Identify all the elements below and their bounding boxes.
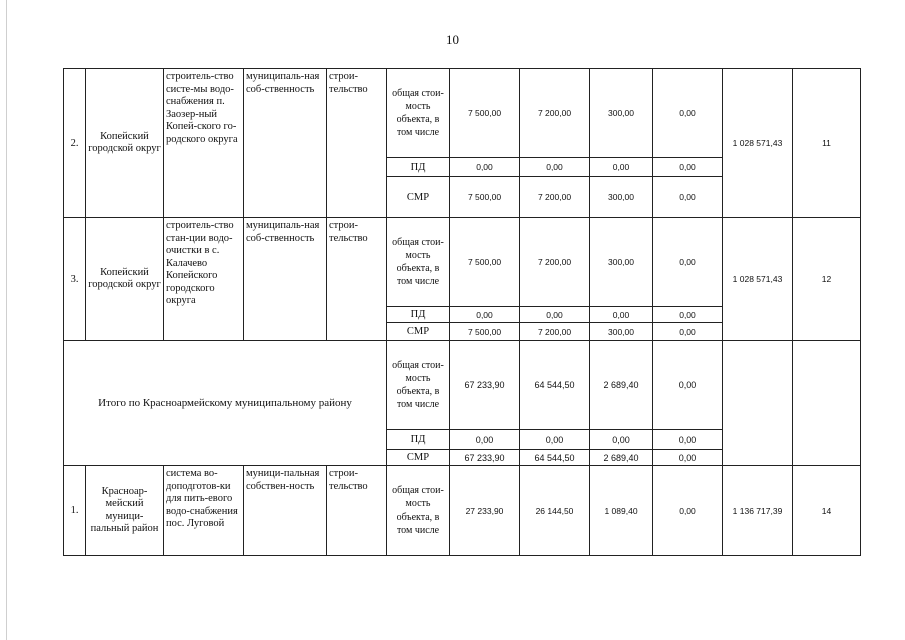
work-type-cell: строи-тельство — [327, 466, 387, 556]
value-local: 0,00 — [653, 341, 723, 430]
value-federal: 0,00 — [520, 307, 590, 323]
ownership-cell: муниципаль-ная соб-ственность — [244, 69, 327, 218]
value-regional: 300,00 — [590, 323, 653, 341]
object-name-cell: строитель-ство систе-мы водо-снабжения п. Заозер-ный Копей-ского го-родского округа — [164, 69, 244, 218]
value-local: 0,00 — [653, 450, 723, 466]
page-number: 10 — [446, 32, 459, 47]
value-federal: 7 200,00 — [520, 218, 590, 307]
indicator-label: общая стои-мость объекта, в том числе — [387, 466, 450, 556]
code-cell: 12 — [793, 218, 861, 341]
indicator-label: общая стои-мость объекта, в том числе — [387, 218, 450, 307]
row-number: 3. — [64, 218, 86, 341]
value-total: 67 233,90 — [450, 341, 520, 430]
value-local: 0,00 — [653, 177, 723, 218]
value-total: 7 500,00 — [450, 177, 520, 218]
table-row — [64, 69, 861, 158]
value-federal: 7 200,00 — [520, 323, 590, 341]
value-regional: 300,00 — [590, 177, 653, 218]
indicator-label: ПД — [387, 307, 450, 323]
value-federal: 7 200,00 — [520, 177, 590, 218]
code-cell: 11 — [793, 69, 861, 218]
value-regional: 0,00 — [590, 430, 653, 450]
value-local: 0,00 — [653, 307, 723, 323]
municipality-cell: Копейский городской округ — [86, 69, 164, 218]
value-local: 0,00 — [653, 158, 723, 177]
value-regional: 300,00 — [590, 69, 653, 158]
value-total: 0,00 — [450, 158, 520, 177]
value-local: 0,00 — [653, 430, 723, 450]
value-federal: 64 544,50 — [520, 341, 590, 430]
amount-cell: 1 136 717,39 — [723, 466, 793, 556]
indicator-label: СМР — [387, 323, 450, 341]
value-federal: 64 544,50 — [520, 450, 590, 466]
amount-cell: 1 028 571,43 — [723, 218, 793, 341]
indicator-label: общая стои-мость объекта, в том числе — [387, 341, 450, 430]
code-cell: 14 — [793, 466, 861, 556]
municipality-cell: Копейский городской округ — [86, 218, 164, 341]
indicator-label: СМР — [387, 177, 450, 218]
value-federal: 26 144,50 — [520, 466, 590, 556]
value-local: 0,00 — [653, 323, 723, 341]
value-total: 7 500,00 — [450, 69, 520, 158]
row-number: 2. — [64, 69, 86, 218]
empty-code-cell — [793, 341, 861, 466]
work-type-cell: строи-тельство — [327, 69, 387, 218]
object-name-cell: система во-доподготов-ки для пить-евого водо-снабжения пос. Луговой — [164, 466, 244, 556]
total-row — [64, 341, 861, 430]
indicator-label: ПД — [387, 430, 450, 450]
empty-amount-cell — [723, 341, 793, 466]
municipality-cell: Красноар-мейский муници-пальный район — [86, 466, 164, 556]
value-total: 67 233,90 — [450, 450, 520, 466]
ownership-cell: муниципаль-ная соб-ственность — [244, 218, 327, 341]
value-regional: 2 689,40 — [590, 450, 653, 466]
value-total: 7 500,00 — [450, 218, 520, 307]
value-regional: 1 089,40 — [590, 466, 653, 556]
ownership-cell: муници-пальная собствен-ность — [244, 466, 327, 556]
value-total: 0,00 — [450, 307, 520, 323]
value-total: 27 233,90 — [450, 466, 520, 556]
total-label: Итого по Красноармейскому муниципальному району — [64, 341, 387, 466]
value-local: 0,00 — [653, 218, 723, 307]
table-row — [64, 466, 861, 556]
value-regional: 0,00 — [590, 307, 653, 323]
objects-table — [63, 68, 861, 556]
value-total: 7 500,00 — [450, 323, 520, 341]
work-type-cell: строи-тельство — [327, 218, 387, 341]
table-row — [64, 218, 861, 307]
value-federal: 7 200,00 — [520, 69, 590, 158]
value-federal: 0,00 — [520, 430, 590, 450]
value-local: 0,00 — [653, 69, 723, 158]
value-regional: 0,00 — [590, 158, 653, 177]
scan-left-edge-line — [6, 0, 7, 640]
amount-cell: 1 028 571,43 — [723, 69, 793, 218]
indicator-label: СМР — [387, 450, 450, 466]
value-regional: 300,00 — [590, 218, 653, 307]
value-regional: 2 689,40 — [590, 341, 653, 430]
value-federal: 0,00 — [520, 158, 590, 177]
indicator-label: общая стои-мость объекта, в том числе — [387, 69, 450, 158]
object-name-cell: строитель-ство стан-ции водо-очистки в с. Калачево Копейского городского округа — [164, 218, 244, 341]
indicator-label: ПД — [387, 158, 450, 177]
row-number: 1. — [64, 466, 86, 556]
value-local: 0,00 — [653, 466, 723, 556]
value-total: 0,00 — [450, 430, 520, 450]
